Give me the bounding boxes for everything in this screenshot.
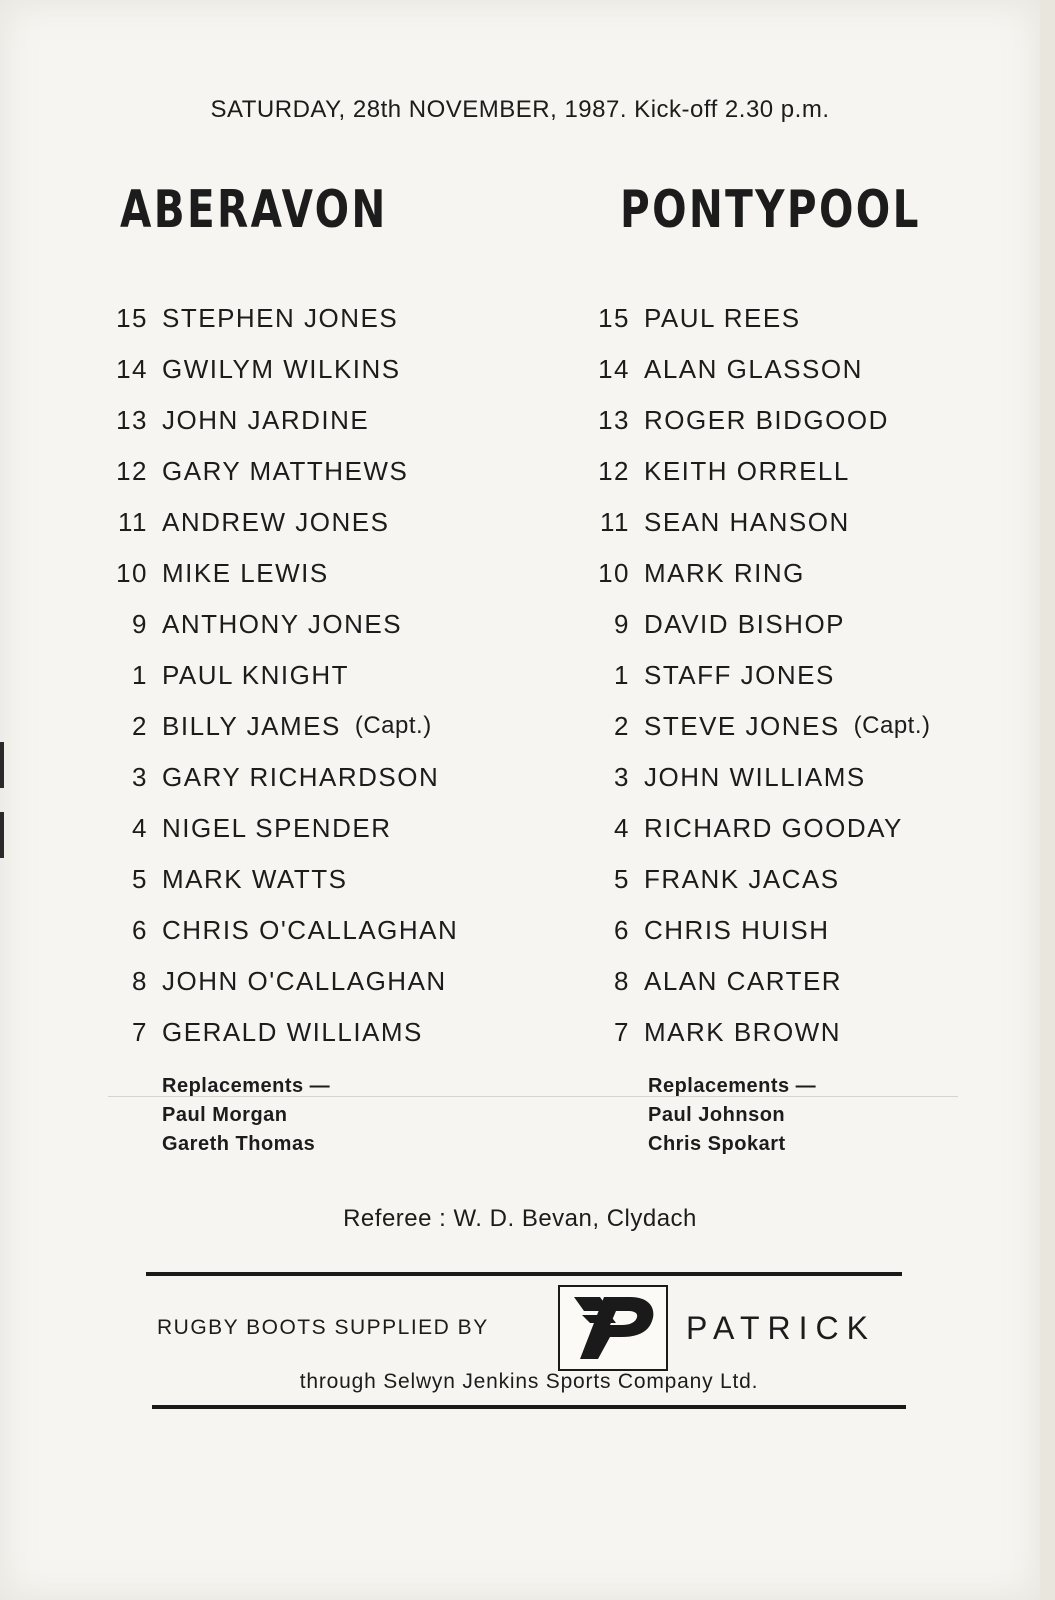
player-name: PAUL KNIGHT	[162, 660, 349, 690]
player-name: ROGER BIDGOOD	[644, 405, 889, 435]
player-number: 10	[598, 558, 630, 588]
player-name: FRANK JACAS	[644, 864, 840, 894]
player-number: 1	[614, 660, 630, 690]
player-number: 10	[116, 558, 148, 588]
player-name: PAUL REES	[644, 303, 801, 333]
player-name: JOHN JARDINE	[162, 405, 370, 435]
player-number: 13	[116, 405, 148, 435]
player-number: 14	[116, 354, 148, 384]
player-number: 9	[614, 609, 630, 639]
player-name: CHRIS O'CALLAGHAN	[162, 915, 459, 945]
player-name: STAFF JONES	[644, 660, 835, 690]
away-replacements	[648, 1072, 816, 1159]
player-name: ANTHONY JONES	[162, 609, 403, 639]
player-number: 3	[614, 762, 630, 792]
player-number: 8	[614, 966, 630, 996]
home-player-row	[108, 910, 588, 961]
away-player-row	[590, 706, 1055, 757]
player-name: ALAN GLASSON	[644, 354, 863, 384]
away-player-row	[590, 553, 1055, 604]
supplier-text: through Selwyn Jenkins Sports Company Ltd.	[299, 1370, 759, 1393]
player-name: GARY MATTHEWS	[162, 456, 409, 486]
referee-line: Referee : W. D. Bevan, Clydach	[343, 1205, 697, 1232]
binding-mark	[0, 742, 4, 788]
player-name: GERALD WILLIAMS	[162, 1017, 423, 1047]
player-name: MIKE LEWIS	[162, 558, 329, 588]
away-player-row	[590, 655, 1055, 706]
home-player-row	[108, 655, 588, 706]
player-number: 12	[598, 456, 630, 486]
player-name: MARK RING	[644, 558, 805, 588]
player-name: MARK WATTS	[162, 864, 348, 894]
player-name: RICHARD GOODAY	[644, 813, 903, 843]
player-number: 13	[598, 405, 630, 435]
home-player-row	[108, 961, 588, 1012]
away-lineup	[590, 298, 1055, 1063]
player-name: JOHN O'CALLAGHAN	[162, 966, 447, 996]
home-player-row	[108, 349, 588, 400]
player-number: 3	[132, 762, 148, 792]
home-player-row	[108, 502, 588, 553]
player-number: 6	[614, 915, 630, 945]
away-replacement: Chris Spokart	[648, 1133, 786, 1155]
sponsor-rule-bottom	[152, 1405, 906, 1409]
brand-name: PATRICK	[686, 1310, 876, 1346]
patrick-logo-svg	[560, 1287, 666, 1369]
player-number: 1	[132, 660, 148, 690]
away-replacement: Paul Johnson	[648, 1104, 786, 1126]
away-replacements-label: Replacements —	[648, 1075, 817, 1097]
home-player-row	[108, 808, 588, 859]
home-player-row	[108, 757, 588, 808]
player-number: 7	[614, 1017, 630, 1047]
player-number: 2	[132, 711, 148, 741]
player-name: STEVE JONES	[644, 711, 840, 741]
home-replacements	[162, 1072, 330, 1159]
binding-mark	[0, 812, 4, 858]
patrick-p-logo-icon	[558, 1285, 668, 1371]
captain-note: (Capt.)	[354, 712, 432, 739]
home-team-name: ABERAVON	[120, 180, 388, 240]
player-name: MARK BROWN	[644, 1017, 841, 1047]
player-number: 4	[132, 813, 148, 843]
home-player-row	[108, 451, 588, 502]
home-player-row	[108, 298, 588, 349]
home-player-row	[108, 553, 588, 604]
home-replacement: Paul Morgan	[162, 1104, 288, 1126]
home-lineup	[108, 298, 588, 1063]
home-player-row	[108, 1012, 588, 1063]
player-number: 12	[116, 456, 148, 486]
player-name: SEAN HANSON	[644, 507, 850, 537]
player-name: DAVID BISHOP	[644, 609, 846, 639]
home-player-row	[108, 604, 588, 655]
away-player-row	[590, 502, 1055, 553]
player-number: 5	[614, 864, 630, 894]
sponsor-rule-top	[146, 1272, 902, 1276]
player-name: BILLY JAMES	[162, 711, 341, 741]
away-player-row	[590, 910, 1055, 961]
player-name: CHRIS HUISH	[644, 915, 830, 945]
away-player-row	[590, 859, 1055, 910]
player-number: 6	[132, 915, 148, 945]
player-number: 2	[614, 711, 630, 741]
player-number: 4	[614, 813, 630, 843]
player-name: GWILYM WILKINS	[162, 354, 401, 384]
away-player-row	[590, 349, 1055, 400]
player-number: 15	[116, 303, 148, 333]
player-name: JOHN WILLIAMS	[644, 762, 866, 792]
player-number: 8	[132, 966, 148, 996]
captain-note: (Capt.)	[853, 712, 931, 739]
home-player-row	[108, 400, 588, 451]
player-name: NIGEL SPENDER	[162, 813, 392, 843]
boots-supplied-text: RUGBY BOOTS SUPPLIED BY	[157, 1316, 489, 1339]
home-replacements-label: Replacements —	[162, 1075, 331, 1097]
player-name: ANDREW JONES	[162, 507, 390, 537]
player-name: STEPHEN JONES	[162, 303, 399, 333]
home-player-row	[108, 706, 588, 757]
away-team-name: PONTYPOOL	[620, 180, 921, 240]
match-info: SATURDAY, 28th NOVEMBER, 1987. Kick-off 2.30 p.m.	[210, 96, 830, 123]
away-player-row	[590, 298, 1055, 349]
player-number: 15	[598, 303, 630, 333]
home-replacement: Gareth Thomas	[162, 1133, 316, 1155]
player-number: 9	[132, 609, 148, 639]
player-number: 11	[600, 507, 630, 537]
player-number: 7	[132, 1017, 148, 1047]
away-player-row	[590, 400, 1055, 451]
away-player-row	[590, 757, 1055, 808]
player-number: 11	[118, 507, 148, 537]
away-player-row	[590, 961, 1055, 1012]
player-number: 5	[132, 864, 148, 894]
player-name: KEITH ORRELL	[644, 456, 850, 486]
player-name: ALAN CARTER	[644, 966, 843, 996]
player-number: 14	[598, 354, 630, 384]
away-player-row	[590, 451, 1055, 502]
away-player-row	[590, 604, 1055, 655]
home-player-row	[108, 859, 588, 910]
away-player-row	[590, 1012, 1055, 1063]
away-player-row	[590, 808, 1055, 859]
player-name: GARY RICHARDSON	[162, 762, 440, 792]
page-edge	[1040, 0, 1055, 1600]
